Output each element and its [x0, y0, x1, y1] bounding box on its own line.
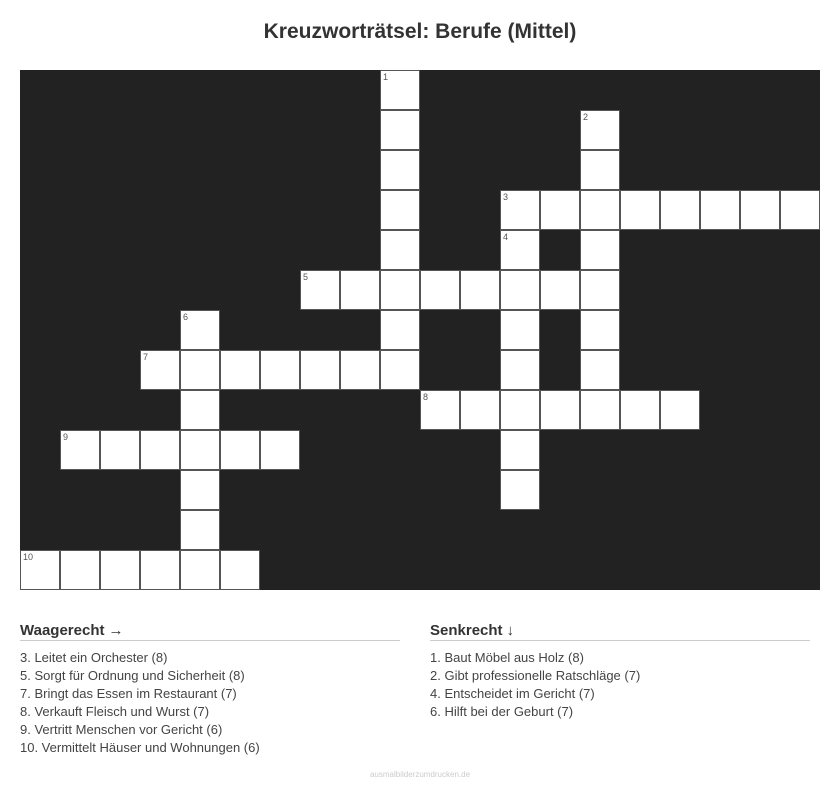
- crossword-cell[interactable]: [101, 431, 140, 470]
- clue-number-7: 7: [143, 352, 149, 362]
- crossword-cell[interactable]: [541, 271, 580, 310]
- crossword-cell[interactable]: [421, 271, 460, 310]
- down-heading: [430, 622, 810, 641]
- crossword-cell[interactable]: [461, 271, 500, 310]
- crossword-cell[interactable]: [501, 391, 540, 430]
- clue-number-3: 3: [503, 192, 509, 202]
- crossword-cell[interactable]: [381, 231, 420, 270]
- crossword-cell[interactable]: [181, 551, 220, 590]
- down-heading-label: Senkrecht: [430, 622, 503, 639]
- crossword-cell[interactable]: [341, 351, 380, 390]
- crossword-cell[interactable]: [501, 311, 540, 350]
- down-clue-list: [430, 649, 810, 721]
- crossword-cell[interactable]: [381, 111, 420, 150]
- crossword-cell[interactable]: [261, 431, 300, 470]
- crossword-cell[interactable]: [581, 151, 620, 190]
- clue-item: 5. Sorgt für Ordnung und Sicherheit (8): [20, 668, 245, 683]
- clue-number-1: 1: [383, 72, 389, 82]
- clue-item: 7. Bringt das Essen im Restaurant (7): [20, 686, 237, 701]
- crossword-cell[interactable]: [781, 191, 820, 230]
- crossword-cell[interactable]: [501, 471, 540, 510]
- clue-number-2: 2: [583, 112, 589, 122]
- clue-item: 8. Verkauft Fleisch und Wurst (7): [20, 704, 210, 719]
- crossword-cell[interactable]: [381, 191, 420, 230]
- crossword-cell[interactable]: [461, 391, 500, 430]
- across-clues-section: [20, 622, 400, 757]
- crossword-cell[interactable]: [381, 271, 420, 310]
- footer-watermark: ausmalbilderzumdrucken.de: [369, 770, 471, 779]
- crossword-cell[interactable]: [381, 311, 420, 350]
- crossword-cell[interactable]: [181, 351, 220, 390]
- crossword-cell[interactable]: [141, 551, 180, 590]
- down-clues-section: [430, 622, 810, 721]
- crossword-cell[interactable]: [221, 431, 260, 470]
- clue-item: 2. Gibt professionelle Ratschläge (7): [430, 668, 641, 683]
- clue-item: 3. Leitet ein Orchester (8): [20, 650, 168, 665]
- clue-number-8: 8: [423, 392, 429, 402]
- clue-number-5: 5: [303, 272, 309, 282]
- crossword-cell[interactable]: [621, 391, 660, 430]
- crossword-cell[interactable]: [501, 271, 540, 310]
- across-heading: [20, 622, 400, 641]
- crossword-cell[interactable]: [341, 271, 380, 310]
- crossword-grid: [20, 70, 820, 590]
- crossword-cell[interactable]: [581, 271, 620, 310]
- clue-number-10: 10: [23, 552, 34, 562]
- crossword-cell[interactable]: [581, 311, 620, 350]
- crossword-cell[interactable]: [101, 551, 140, 590]
- crossword-cell[interactable]: [501, 431, 540, 470]
- crossword-cell[interactable]: [581, 191, 620, 230]
- clue-item: 6. Hilft bei der Geburt (7): [430, 704, 574, 719]
- clue-item: 1. Baut Möbel aus Holz (8): [430, 650, 584, 665]
- arrow-down-icon: ↓: [506, 622, 515, 639]
- crossword-cell[interactable]: [221, 351, 260, 390]
- clue-item: 10. Vermittelt Häuser und Wohnungen (6): [20, 740, 260, 755]
- crossword-cell[interactable]: [381, 151, 420, 190]
- clue-item: 4. Entscheidet im Gericht (7): [430, 686, 595, 701]
- crossword-cell[interactable]: [181, 471, 220, 510]
- crossword-cell[interactable]: [181, 431, 220, 470]
- crossword-cell[interactable]: [581, 391, 620, 430]
- page-title: Kreuzworträtsel: Berufe (Mittel): [263, 20, 577, 43]
- crossword-cell[interactable]: [381, 351, 420, 390]
- crossword-cell[interactable]: [741, 191, 780, 230]
- crossword-cell[interactable]: [181, 511, 220, 550]
- across-heading-label: Waagerecht: [20, 622, 105, 639]
- crossword-cell[interactable]: [541, 391, 580, 430]
- crossword-cell[interactable]: [61, 551, 100, 590]
- crossword-cell[interactable]: [661, 191, 700, 230]
- crossword-cell[interactable]: [261, 351, 300, 390]
- crossword-cell[interactable]: [181, 391, 220, 430]
- clue-item: 9. Vertritt Menschen vor Gericht (6): [20, 722, 223, 737]
- crossword-cell[interactable]: [541, 191, 580, 230]
- crossword-cell[interactable]: [621, 191, 660, 230]
- crossword-cell[interactable]: [501, 351, 540, 390]
- clue-number-4: 4: [503, 232, 509, 242]
- crossword-cell[interactable]: [661, 391, 700, 430]
- clue-number-6: 6: [183, 312, 189, 322]
- crossword-cell[interactable]: [301, 351, 340, 390]
- crossword-cell[interactable]: [141, 431, 180, 470]
- across-clue-list: [20, 649, 400, 757]
- crossword-cell[interactable]: [701, 191, 740, 230]
- arrow-right-icon: →: [108, 622, 124, 639]
- clue-number-9: 9: [63, 432, 69, 442]
- crossword-cell[interactable]: [581, 351, 620, 390]
- crossword-cell[interactable]: [221, 551, 260, 590]
- crossword-cell[interactable]: [581, 231, 620, 270]
